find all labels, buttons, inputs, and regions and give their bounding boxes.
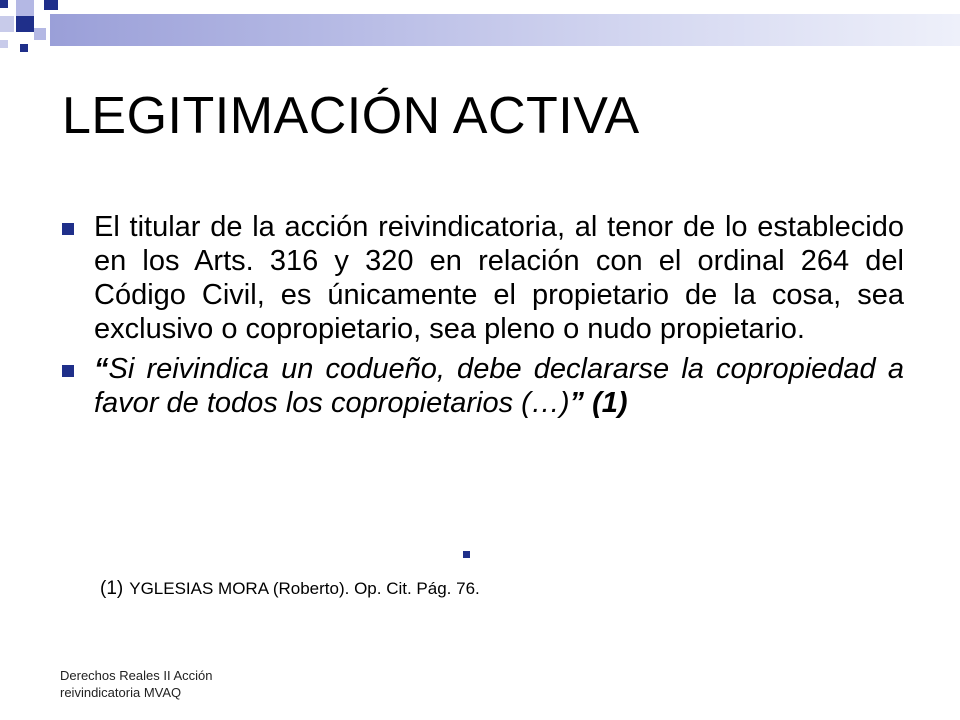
corner-square-navy-1 xyxy=(0,0,8,8)
footnote-number: (1) xyxy=(100,578,124,599)
square-bullet-icon xyxy=(62,223,74,235)
footnote-reference: (1) xyxy=(592,387,628,419)
open-quote: “ xyxy=(94,353,109,385)
corner-square-lavender-2 xyxy=(0,16,14,32)
bullet-text-1: El titular de la acción reivindicatoria, al tenor de lo establecido en los Arts. 316 y 320 en relación con el ordinal 264 del Código Civil, es únicamente el propietario de la cosa, sea exclusivo o copropietario, sea pleno o nudo propietario. xyxy=(94,211,904,345)
corner-square-lavender-1 xyxy=(16,0,34,16)
corner-square-navy-2 xyxy=(44,0,58,10)
corner-square-navy-4 xyxy=(20,44,28,52)
slide-title: LEGITIMACIÓN ACTIVA xyxy=(62,87,640,145)
slide-footer: Derechos Reales II Acción reivindicatoria MVAQ xyxy=(60,668,213,700)
corner-square-navy-3 xyxy=(16,16,34,32)
bullet-text-2 xyxy=(94,352,904,420)
corner-square-lavender-3 xyxy=(34,28,46,40)
slide-content xyxy=(62,210,904,426)
footnote-text: YGLESIAS MORA (Roberto). Op. Cit. Pág. 76. xyxy=(129,579,480,598)
header-gradient-band xyxy=(50,14,960,46)
corner-square-lavender-4 xyxy=(0,40,8,48)
close-quote: ” xyxy=(569,387,584,419)
bullet-item-2 xyxy=(62,352,904,420)
square-bullet-icon xyxy=(62,365,74,377)
empty-sub-bullet-icon xyxy=(463,551,470,558)
bullet-item-1 xyxy=(62,210,904,346)
footnote xyxy=(100,578,480,600)
quote-text: Si reivindica un codueño, debe declararse la copropiedad a favor de todos los copropietarios (…) xyxy=(94,353,904,419)
